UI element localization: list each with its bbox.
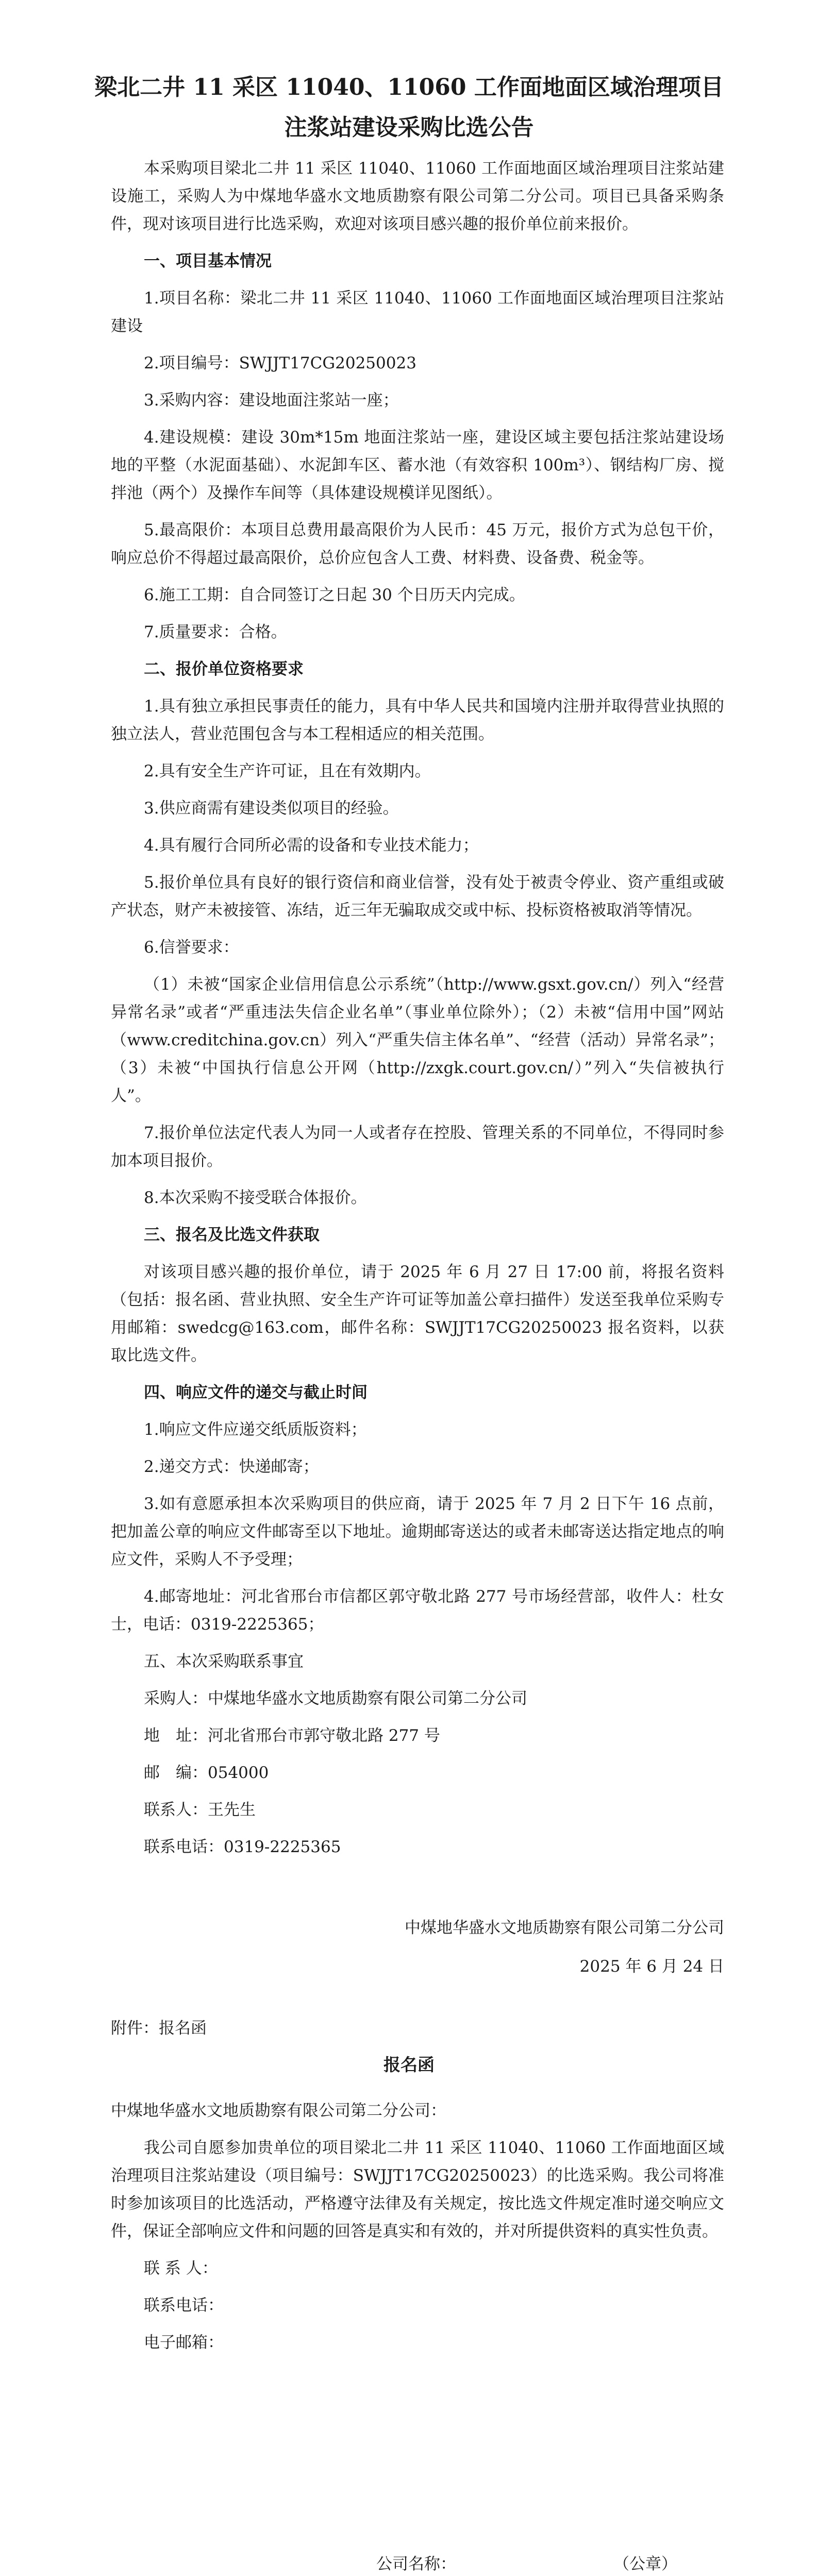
- section-4-item: 2.递交方式：快递邮寄；: [144, 1458, 319, 1476]
- section-2-item: 8.本次采购不接受联合体报价。: [144, 1189, 367, 1207]
- section-2-item: 4.具有履行合同所必需的设备和专业技术能力；: [144, 836, 479, 855]
- section-2-item: 6.信誉要求：: [144, 938, 239, 957]
- form-addressee: 中煤地华盛水文地质勘察有限公司第二分公司：: [111, 2102, 446, 2120]
- section-1-item: 7.质量要求：合格。: [144, 623, 287, 641]
- section-5-heading: 五、本次采购联系事宜: [144, 1652, 304, 1671]
- signature-company: 中煤地华盛水文地质勘察有限公司第二分公司: [405, 1919, 724, 1937]
- section-4-item: 3.如有意愿承担本次采购项目的供应商，请于 2025 年 7 月 2 日下午 16 点前，把加盖公章的响应文件邮寄至以下地址。逾期邮寄送达的或者未邮寄送达指定地点的响应文件，采购人不予受理；: [111, 1495, 724, 1569]
- section-4-heading: 四、响应文件的递交与截止时间: [144, 1383, 368, 1402]
- intro-paragraph: 本采购项目梁北二井 11 采区 11040、11060 工作面地面区域治理项目注浆站建设施工，采购人为中煤地华盛水文地质勘察有限公司第二分公司。项目已具备采购条件，现对该项目进行比选采购，欢迎对该项目感兴趣的报价单位前来报价。: [111, 159, 724, 233]
- section-3-heading: 三、报名及比选文件获取: [144, 1226, 320, 1244]
- contact-phone: 联系电话：0319-2225365: [144, 1838, 341, 1856]
- attachment-label: 附件：报名函: [111, 2019, 207, 2038]
- section-2-heading: 二、报价单位资格要求: [144, 660, 304, 679]
- section-2-item: 7.报价单位法定代表人为同一人或者存在控股、管理关系的不同单位，不得同时参加本项目报价。: [111, 1124, 724, 1170]
- section-2-item: 3.供应商需有建设类似项目的经验。: [144, 799, 399, 818]
- signature-date: 2025 年 6 月 24 日: [579, 1957, 724, 1976]
- section-4-item: 1.响应文件应递交纸质版资料；: [144, 1420, 367, 1439]
- form-field-email: 电子邮箱：: [144, 2333, 224, 2352]
- section-3-body: 对该项目感兴趣的报价单位，请于 2025 年 6 月 27 日 17:00 前，将报名资料（包括：报名函、营业执照、安全生产许可证等加盖公章扫描件）发送至我单位采购专用邮箱：swedcg@163.com，邮件名称：SWJJT17CG20250023 报名资料，以获取比选文件。: [111, 1263, 724, 1365]
- section-2-item: （1）未被“国家企业信用信息公示系统”（http://www.gsxt.gov.cn/）列入“经营异常名录”或者“严重违法失信企业名单”（事业单位除外）；（2）未被“信用中国”网站（www.creditchina.gov.cn）列入“严重失信主体名单”、“经营（活动）异常名录”；（3）未被“中国执行信息公开网（http://zxgk.court.gov.cn/）”列入“失信被执行人”。: [111, 975, 724, 1105]
- section-2-item: 1.具有独立承担民事责任的能力，具有中华人民共和国境内注册并取得营业执照的独立法人，营业范围包含与本工程相适应的相关范围。: [111, 697, 724, 743]
- section-1-item: 2.项目编号：SWJJT17CG20250023: [144, 354, 416, 372]
- form-body: 我公司自愿参加贵单位的项目梁北二井 11 采区 11040、11060 工作面地面区域治理项目注浆站建设（项目编号：SWJJT17CG20250023）的比选采购。我公司将准时参加该项目的比选活动，严格遵守法律及有关规定，按比选文件规定准时递交响应文件，保证全部响应文件和问题的回答是真实和有效的，并对所提供资料的真实性负责。: [111, 2139, 724, 2241]
- section-1-heading: 一、项目基本情况: [144, 252, 272, 270]
- section-4-item: 4.邮寄地址：河北省邢台市信都区郭守敬北路 277 号市场经营部，收件人：杜女士，电话：0319-2225365；: [111, 1587, 724, 1634]
- form-title: 报名函: [383, 2055, 435, 2075]
- contact-person: 联系人：王先生: [144, 1801, 256, 1819]
- form-field-contact: 联 系 人：: [144, 2259, 218, 2278]
- section-2-item: 2.具有安全生产许可证，且在有效期内。: [144, 762, 431, 781]
- section-2-item: 5.报价单位具有良好的银行资信和商业信誉，没有处于被责令停业、资产重组或破产状态，财产未被接管、冻结，近三年无骗取成交或中标、投标资格被取消等情况。: [111, 873, 724, 920]
- announcement-body: [111, 155, 724, 1870]
- title-line-2: 注浆站建设采购比选公告: [284, 114, 534, 141]
- form-field-phone: 联系电话：: [144, 2296, 224, 2315]
- company-name-label: 公司名称：: [376, 2555, 456, 2573]
- contact-purchaser: 采购人：中煤地华盛水文地质勘察有限公司第二分公司: [144, 1689, 527, 1708]
- section-1-item: 1.项目名称：梁北二井 11 采区 11040、11060 工作面地面区域治理项目注浆站建设: [111, 289, 724, 335]
- contact-address: 地 址：河北省邢台市郭守敬北路 277 号: [144, 1726, 440, 1745]
- section-1-item: 3.采购内容：建设地面注浆站一座；: [144, 391, 399, 410]
- title-line-1: 梁北二井 11 采区 11040、11060 工作面地面区域治理项目: [94, 74, 724, 100]
- contact-postcode: 邮 编：054000: [144, 1764, 269, 1782]
- section-1-item: 4.建设规模：建设 30m*15m 地面注浆站一座，建设区域主要包括注浆站建设场地的平整（水泥面基础）、水泥卸车区、蓄水池（有效容积 100m³）、钢结构厂房、搅拌池（两个）及操作车间等（具体建设规模详见图纸）。: [111, 428, 724, 502]
- registration-form: [111, 2097, 724, 2366]
- section-1-item: 5.最高限价：本项目总费用最高限价为人民币：45 万元，报价方式为总包干价，响应总价不得超过最高限价，总价应包含人工费、材料费、设备费、税金等。: [111, 521, 724, 567]
- section-1-item: 6.施工工期：自合同签订之日起 30 个日历天内完成。: [144, 586, 525, 604]
- seal-label: （公章）: [613, 2555, 677, 2573]
